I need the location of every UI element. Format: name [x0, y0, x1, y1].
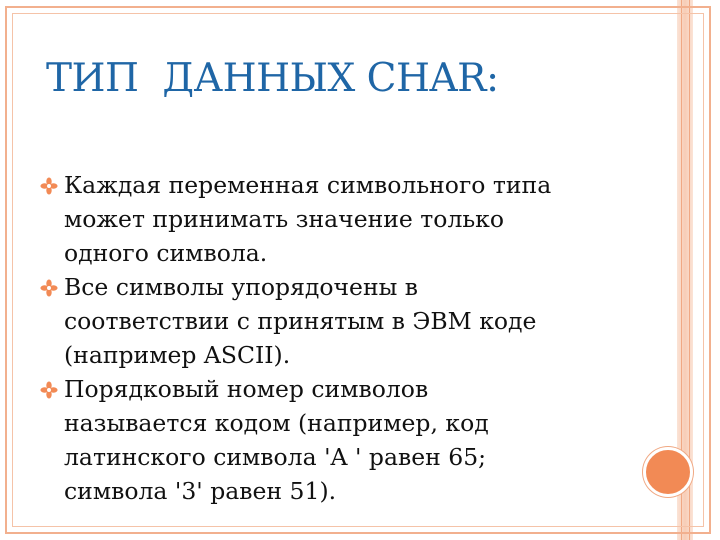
- bullet-item: [40, 372, 625, 508]
- flower-bullet-icon: [40, 279, 58, 297]
- bullet-item: [40, 168, 625, 270]
- orange-circle-icon: [643, 447, 693, 497]
- flower-bullet-icon: [40, 177, 58, 195]
- bullet-text: Все символы упорядочены в соответствии с принятым в ЭВМ коде (например ASCII).: [64, 273, 537, 369]
- bullet-item: [40, 270, 625, 372]
- bullet-text: Каждая переменная символьного типа может принимать значение только одного символа.: [64, 171, 552, 267]
- flower-bullet-icon: [40, 381, 58, 399]
- bullet-list: [40, 168, 625, 508]
- slide-title: ТИП ДАННЫХ CHAR:: [46, 56, 499, 101]
- bullet-text: Порядковый номер символов называется кодом (например, код латинского символа 'A ' равен 65; символа '3' равен 51).: [64, 375, 489, 505]
